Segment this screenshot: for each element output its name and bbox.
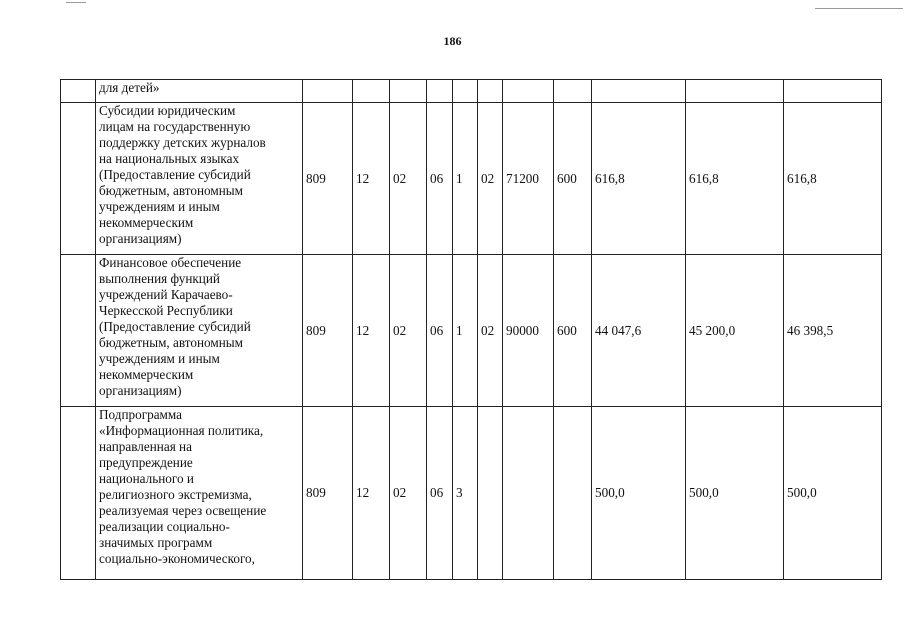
table-row: [61, 407, 882, 580]
scan-mark-top-right: [815, 8, 903, 9]
table-cell: 02: [390, 407, 427, 580]
table-cell: 600: [554, 103, 592, 255]
table-cell: 44 047,6: [592, 255, 686, 407]
table-cell: 06: [427, 407, 453, 580]
table-cell: 809: [303, 255, 353, 407]
table-cell: 12: [353, 255, 390, 407]
table-row: [61, 255, 882, 407]
table-cell: 71200: [503, 103, 554, 255]
row-number-cell: [61, 80, 96, 103]
description-cell: Финансовое обеспечение выполнения функций учреждений Карачаево- Черкесской Республики (Предоставление субсидий бюджетным, автономным учреждениям и иным некоммерческим организациям): [96, 255, 303, 407]
table-cell: 616,8: [784, 103, 882, 255]
table-cell: 12: [353, 407, 390, 580]
table-cell: [478, 80, 503, 103]
table-row: [61, 80, 882, 103]
table-cell: 02: [478, 255, 503, 407]
scan-mark-top-left: [66, 2, 86, 3]
table-cell: [784, 80, 882, 103]
table-row: [61, 103, 882, 255]
table-cell: 06: [427, 103, 453, 255]
table-cell: [503, 407, 554, 580]
table-cell: 809: [303, 407, 353, 580]
row-number-cell: [61, 103, 96, 255]
table-cell: [353, 80, 390, 103]
table-cell: 500,0: [784, 407, 882, 580]
table-cell: 1: [453, 255, 478, 407]
table-cell: 45 200,0: [686, 255, 784, 407]
table-cell: 1: [453, 103, 478, 255]
table-cell: [686, 80, 784, 103]
table-cell: [592, 80, 686, 103]
description-cell: Субсидии юридическим лицам на государственную поддержку детских журналов на национальных языках (Предоставление субсидий бюджетным, автономным учреждениям и иным некоммерческим организациям): [96, 103, 303, 255]
table-cell: 12: [353, 103, 390, 255]
table-cell: 500,0: [592, 407, 686, 580]
table-cell: 616,8: [592, 103, 686, 255]
table-cell: 90000: [503, 255, 554, 407]
table-cell: 3: [453, 407, 478, 580]
table-cell: 02: [390, 103, 427, 255]
table-body: [61, 80, 882, 580]
table-cell: [453, 80, 478, 103]
description-cell: для детей»: [96, 80, 303, 103]
budget-table: [60, 79, 882, 580]
table-cell: [478, 407, 503, 580]
page-number: 186: [443, 34, 462, 48]
row-number-cell: [61, 255, 96, 407]
table-cell: 02: [478, 103, 503, 255]
description-cell: Подпрограмма «Информационная политика, направленная на предупреждение национального и религиозного экстремизма, реализуемая через освещение реализации социально- значимых программ социально-экономического,: [96, 407, 303, 580]
table-cell: 500,0: [686, 407, 784, 580]
table-cell: [427, 80, 453, 103]
table-cell: [554, 407, 592, 580]
table-cell: 616,8: [686, 103, 784, 255]
table-cell: 809: [303, 103, 353, 255]
table-cell: 02: [390, 255, 427, 407]
table-cell: [554, 80, 592, 103]
row-number-cell: [61, 407, 96, 580]
table-cell: [303, 80, 353, 103]
table-cell: [503, 80, 554, 103]
table-cell: 06: [427, 255, 453, 407]
table-cell: 46 398,5: [784, 255, 882, 407]
table-cell: [390, 80, 427, 103]
table-cell: 600: [554, 255, 592, 407]
